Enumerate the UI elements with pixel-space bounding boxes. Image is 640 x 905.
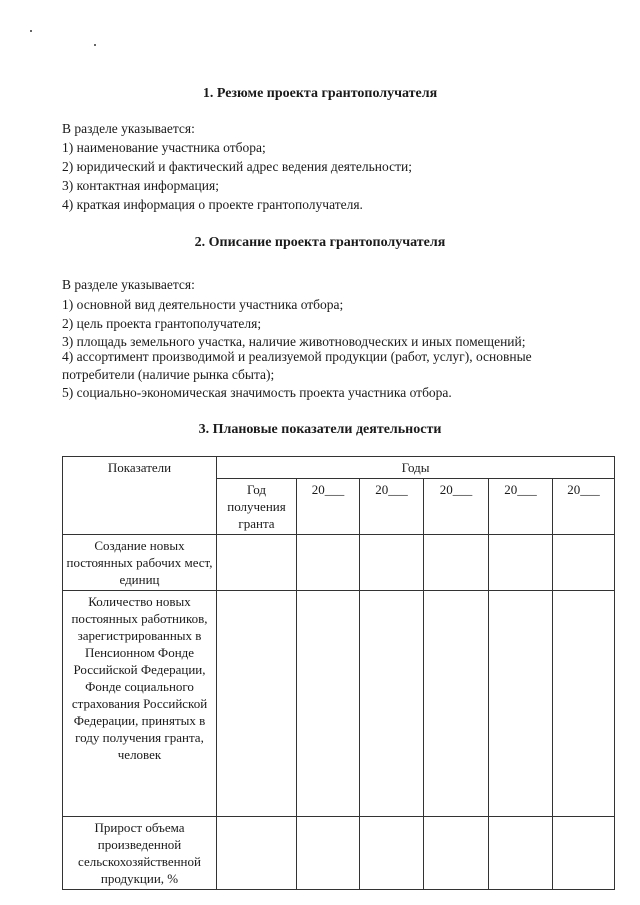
table-cell [553,817,615,890]
table-row [63,817,615,890]
table-cell [360,817,424,890]
table-cell [489,591,553,817]
section1-heading: 1. Резюме проекта грантополучателя [202,86,438,101]
table-cell [360,535,424,591]
section3-heading: 3. Плановые показатели деятельности [198,422,442,437]
section2-intro: В разделе указывается: [62,277,195,292]
section2-item: 4) ассортимент производимой и реализуемой продукции (работ, услуг), основные [62,349,532,364]
table-cell [489,535,553,591]
section1-intro: В разделе указывается: [62,121,195,136]
table-cell [424,591,489,817]
section1-item: 2) юридический и фактический адрес ведения деятельности; [62,159,412,174]
row-label: Количество новых постоянных работников, зарегистрированных в Пенсионном Фонде Российской Федерации, Фонде социального страхования Российской Федерации, принятых в году получения гранта, человек [63,591,217,817]
header-years: Годы [217,457,615,479]
header-indicators: Показатели [63,457,217,535]
table-row [63,591,615,817]
table-cell [360,591,424,817]
header-year: 20___ [489,479,553,535]
table-cell [553,591,615,817]
table-cell [297,817,360,890]
section2-item: потребители (наличие рынка сбыта); [62,367,275,382]
table-cell [424,817,489,890]
section2-heading: 2. Описание проекта грантополучателя [194,235,446,250]
header-year: 20___ [297,479,360,535]
section1-item: 1) наименование участника отбора; [62,140,266,155]
table-cell [424,535,489,591]
table-cell [489,817,553,890]
table-cell [217,817,297,890]
header-year: 20___ [360,479,424,535]
section2-item: 5) социально-экономическая значимость проекта участника отбора. [62,385,452,400]
table-row [63,535,615,591]
table-cell [297,535,360,591]
section2-item: 1) основной вид деятельности участника отбора; [62,297,344,312]
header-grant-year: Год получения гранта [217,479,297,535]
header-year: 20___ [553,479,615,535]
section1-item: 3) контактная информация; [62,178,219,193]
row-label: Прирост объема произведенной сельскохозяйственной продукции, % [63,817,217,890]
indicators-table [62,456,615,890]
table-cell [217,591,297,817]
section2-item: 2) цель проекта грантополучателя; [62,316,262,331]
scan-speck [94,44,96,46]
section2-item: 3) площадь земельного участка, наличие животноводческих и иных помещений; [62,334,526,349]
table-cell [297,591,360,817]
row-label: Создание новых постоянных рабочих мест, единиц [63,535,217,591]
scan-speck [30,30,32,32]
section1-item: 4) краткая информация о проекте грантополучателя. [62,197,363,212]
table-cell [553,535,615,591]
table-cell [217,535,297,591]
header-year: 20___ [424,479,489,535]
